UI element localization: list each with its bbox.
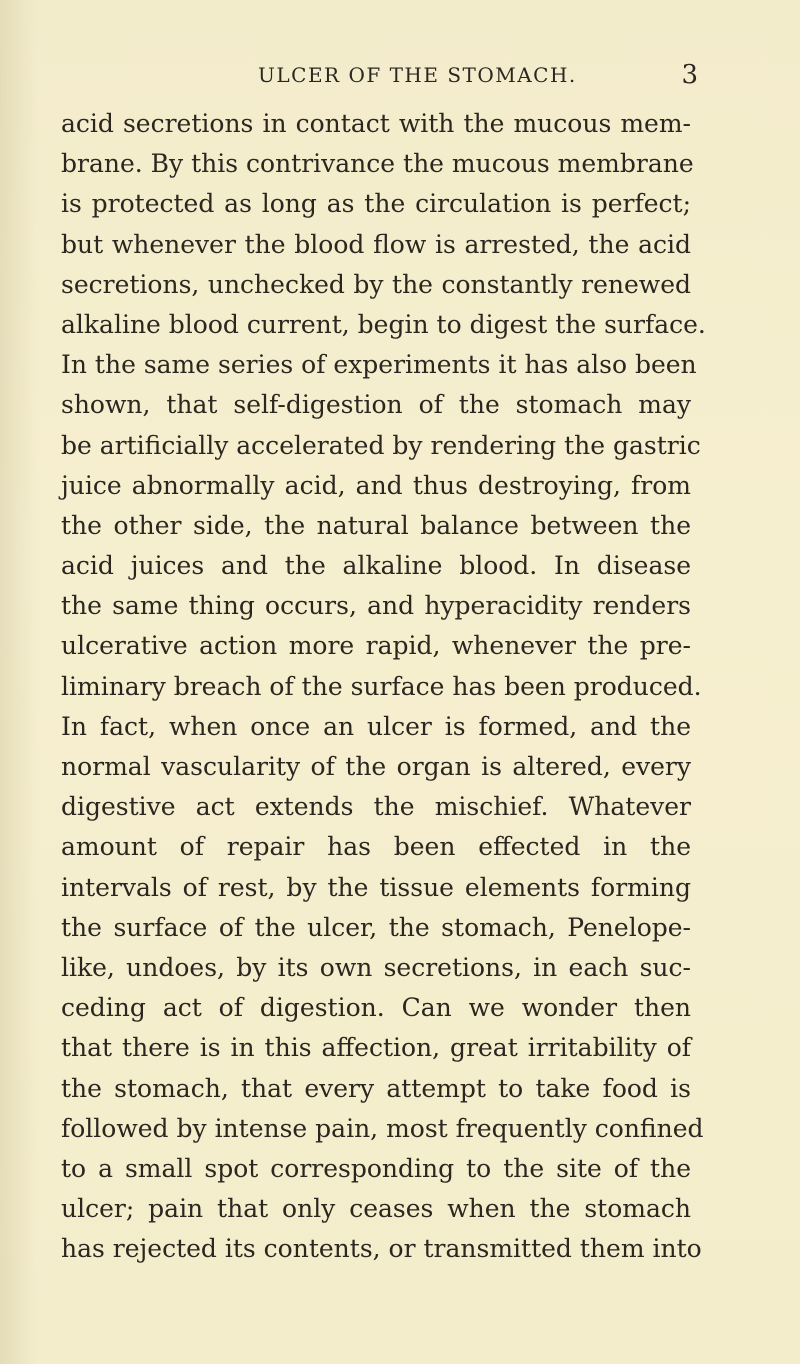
text-line: ceding act of digestion. Can we wonder then xyxy=(61,993,691,1023)
text-line: that there is in this affection, great irritability of xyxy=(61,1033,691,1063)
text-line: the surface of the ulcer, the stomach, Penelope- xyxy=(61,912,691,942)
text-line: followed by intense pain, most frequently confined xyxy=(61,1113,704,1143)
text-line: brane. By this contrivance the mucous membrane xyxy=(61,149,694,179)
page-shadow-edge xyxy=(0,0,38,1364)
text-line: like, undoes, by its own secretions, in each suc- xyxy=(61,952,691,982)
text-line: amount of repair has been effected in the xyxy=(61,832,691,862)
body-text xyxy=(61,104,706,1269)
text-line: secretions, unchecked by the constantly renewed xyxy=(61,269,691,299)
text-line: to a small spot corresponding to the site of the xyxy=(61,1153,691,1183)
text-line: normal vascularity of the organ is altered, every xyxy=(61,752,691,781)
text-line: liminary breach of the surface has been produced. xyxy=(61,671,702,701)
text-line: ulcer; pain that only ceases when the stomach xyxy=(61,1194,691,1224)
text-line: digestive act extends the mischief. Whatever xyxy=(61,792,691,822)
text-line: has rejected its contents, or transmitted them into xyxy=(61,1234,702,1264)
page-number: 3 xyxy=(681,60,698,90)
text-line: In the same series of experiments it has also been xyxy=(61,350,697,380)
text-line: shown, that self-digestion of the stomach may xyxy=(61,390,691,420)
text-line: but whenever the blood flow is arrested, the acid xyxy=(61,229,691,259)
text-line: intervals of rest, by the tissue elements forming xyxy=(61,872,691,902)
text-line: the other side, the natural balance between the xyxy=(61,510,691,540)
text-line: acid secretions in contact with the mucous mem- xyxy=(61,109,691,138)
running-head xyxy=(258,58,698,92)
text-line: the stomach, that every attempt to take food is xyxy=(61,1073,691,1103)
text-line: In fact, when once an ulcer is formed, and the xyxy=(61,711,691,741)
text-line: be artificially accelerated by rendering the gastric xyxy=(61,430,701,460)
text-line: is protected as long as the circulation is perfect; xyxy=(61,189,691,219)
text-line: ulcerative action more rapid, whenever the pre- xyxy=(61,631,691,661)
running-head-title: ULCER OF THE STOMACH. xyxy=(258,63,577,87)
text-line: juice abnormally acid, and thus destroying, from xyxy=(61,470,691,500)
text-line: acid juices and the alkaline blood. In disease xyxy=(61,551,691,581)
text-line: the same thing occurs, and hyperacidity renders xyxy=(61,591,691,621)
text-line: alkaline blood current, begin to digest the surface. xyxy=(61,309,706,339)
